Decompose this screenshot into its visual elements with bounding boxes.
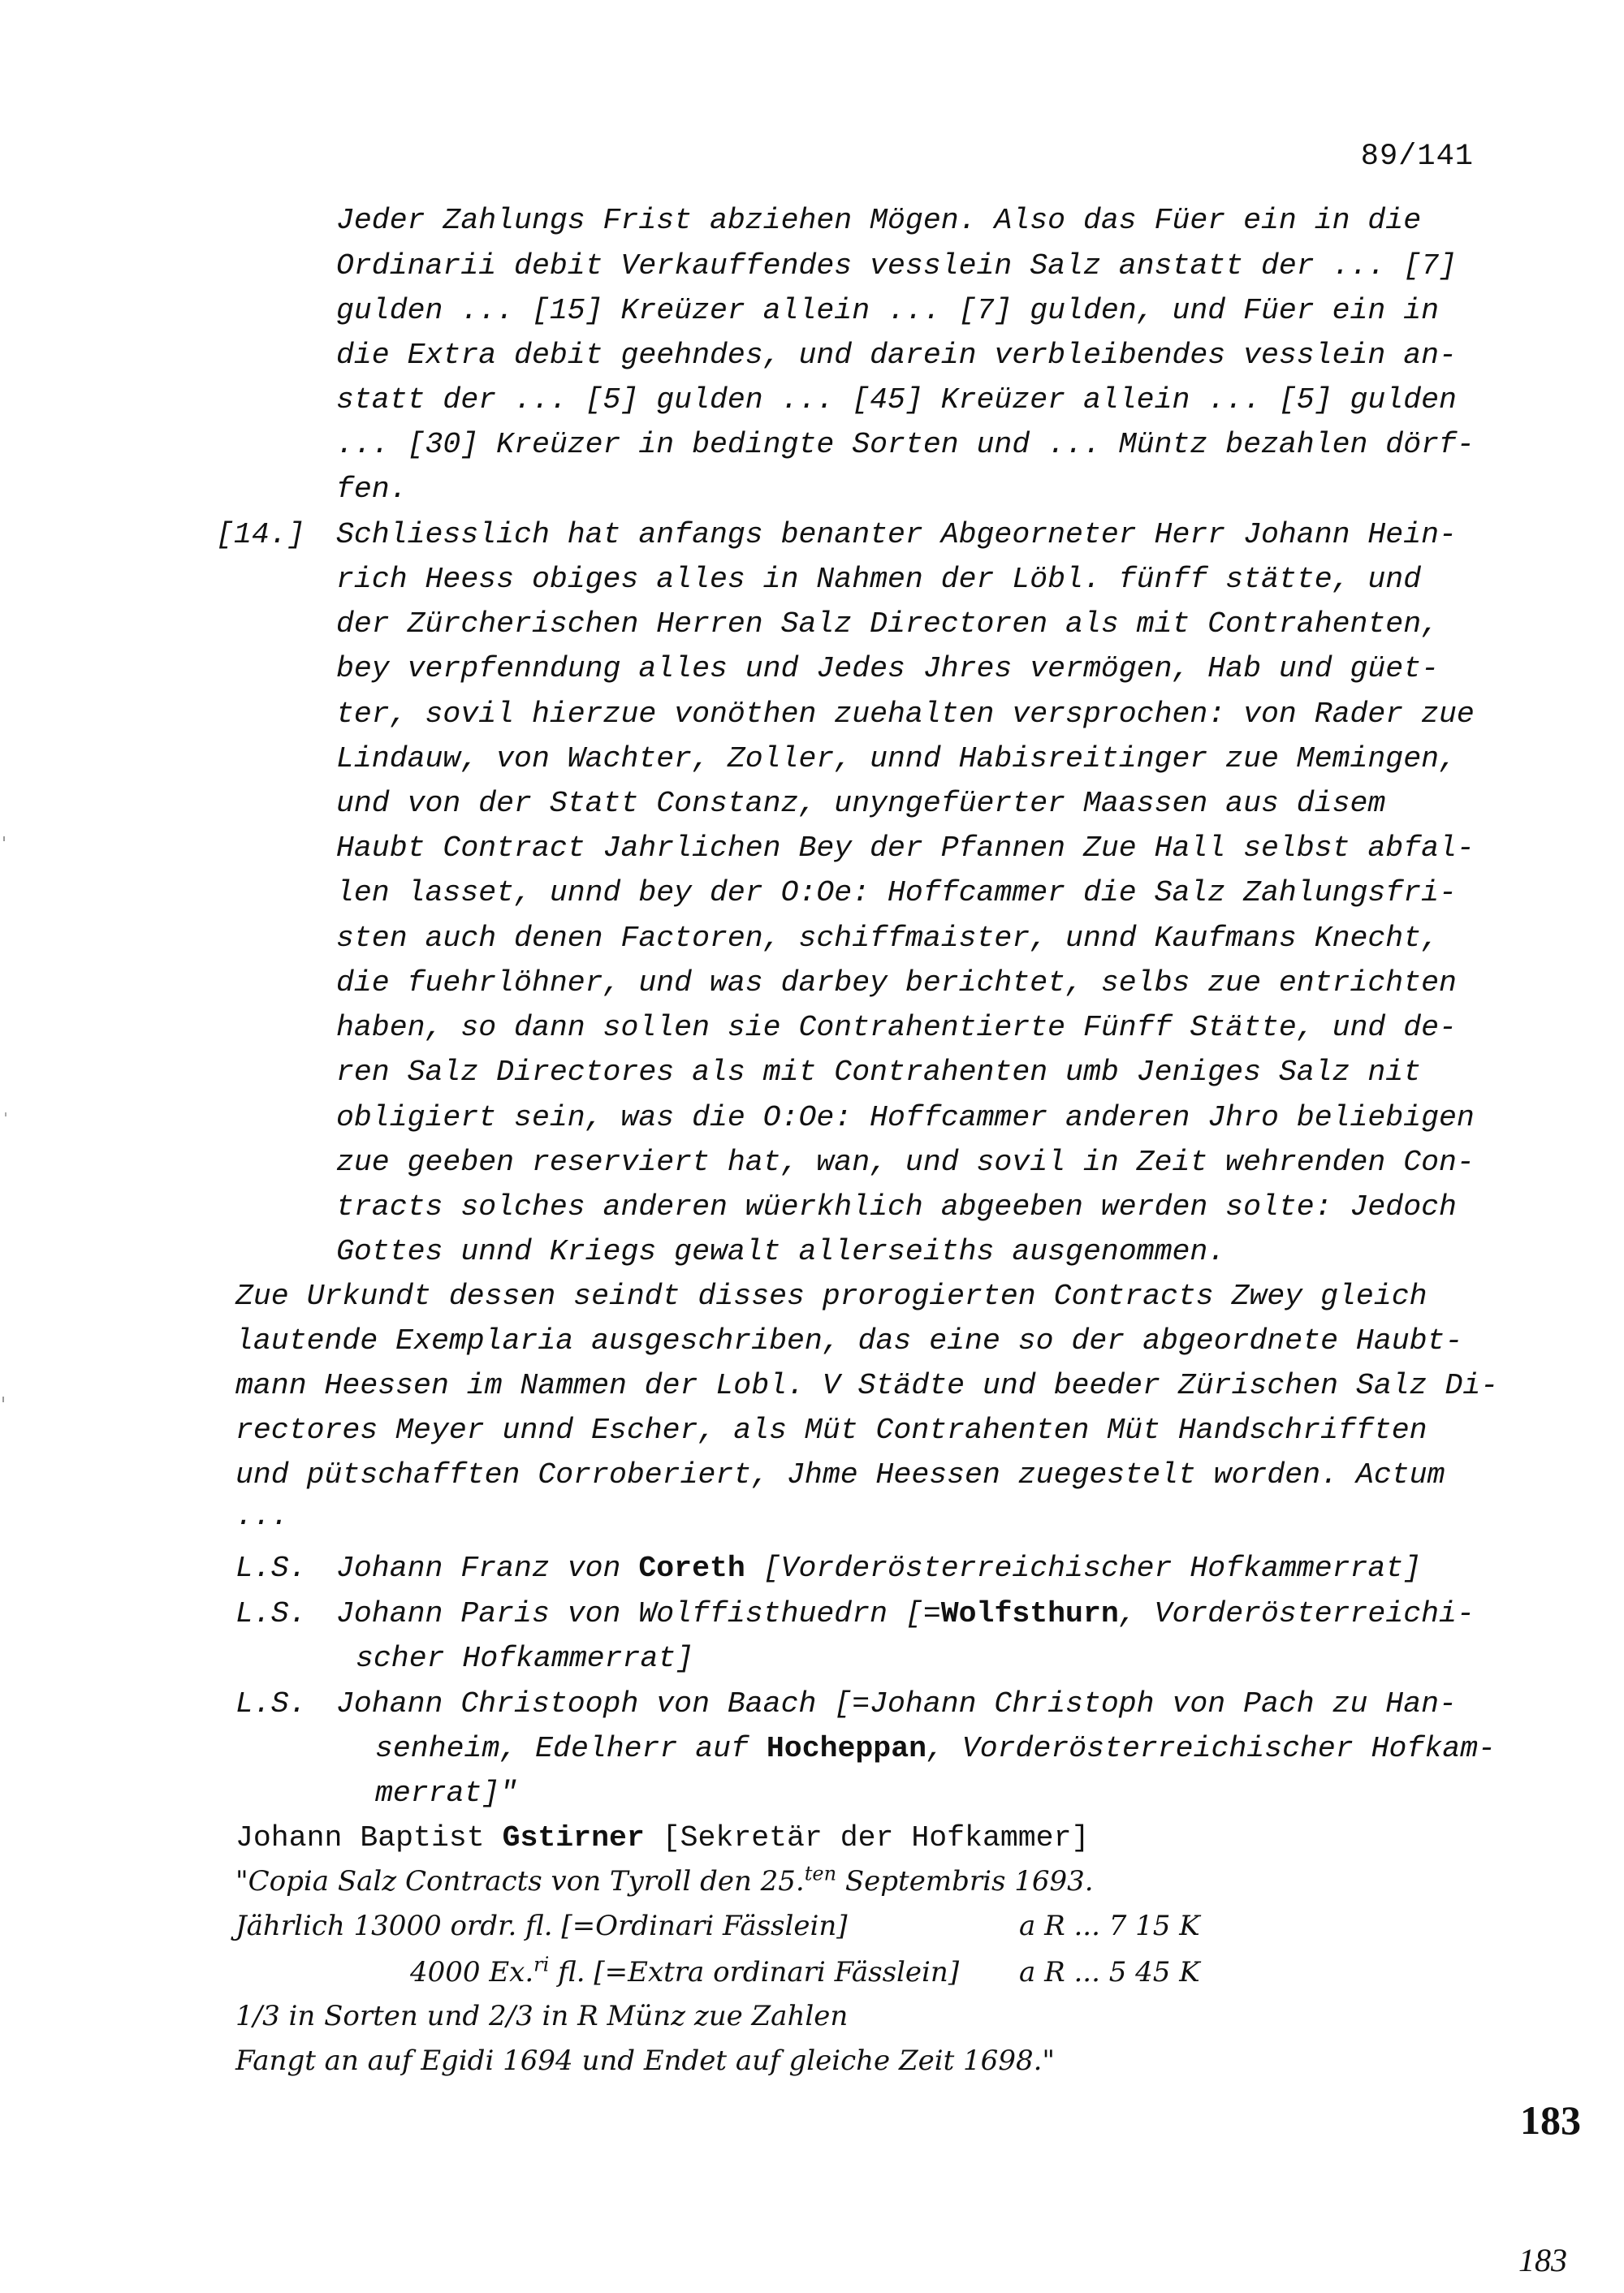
- speck: [3, 836, 5, 841]
- para14-line: bey verpfenndung alles und Jedes Jhres vermögen, Hab und güet-: [336, 652, 1440, 685]
- copy-extra: [410, 1953, 960, 1989]
- signature-coreth: [336, 1554, 1421, 1584]
- para14-line: zue geeben reserviert hat, wan, und sovil in Zeit wehrenden Con-: [336, 1146, 1475, 1179]
- closing-line: und pütschafften Corroberiert, Jhme Heessen zuegestelt worden. Actum: [235, 1458, 1445, 1492]
- copy-extra-pre: 4000 Ex.: [410, 1956, 534, 1989]
- copy-heading-sup: ten: [804, 1862, 837, 1885]
- handwritten-page-mark: 183: [1518, 2242, 1567, 2278]
- copy-term: Fangt an auf Egidi 1694 und Endet auf gleiche Zeit 1698.": [235, 2045, 1056, 2077]
- para14-line: die fuehrlöhner, und was darbey berichtet, selbs zue entrichten: [336, 966, 1457, 1000]
- copy-extra-post: fl. [=Extra ordinari Fässlein]: [549, 1956, 960, 1989]
- signature-line: Johann Christooph von Baach [=Johann Christoph von Pach zu Han-: [336, 1687, 1457, 1721]
- signature-ls: L.S.: [235, 1687, 307, 1721]
- para13-line: Ordinarii debit Verkauffendes vesslein Salz anstatt der ... [7]: [336, 249, 1457, 283]
- copy-payment: 1/3 in Sorten und 2/3 in R Münz zue Zahlen: [235, 2000, 849, 2032]
- closing-line: ...: [235, 1500, 289, 1533]
- secretary-pre: Johann Baptist: [235, 1821, 503, 1855]
- copy-ordinari-rate: a R ... 7 15 K: [1019, 1910, 1200, 1942]
- copy-heading-pre: "Copia Salz Contracts von Tyroll den 25.: [235, 1865, 805, 1898]
- para14-line: ren Salz Directores als mit Contrahenten umb Jeniges Salz nit: [336, 1056, 1422, 1089]
- sig3-post: , Vorderösterreichischer Hofkam-: [926, 1732, 1496, 1765]
- signature-ls: L.S.: [235, 1597, 307, 1630]
- para13-line: statt der ... [5] gulden ... [45] Kreüzer allein ... [5] gulden: [336, 383, 1457, 417]
- para14-line: ter, sovil hierzue vonöthen zuehalten versprochen: von Rader zue: [336, 697, 1475, 731]
- archive-page-stamp: 183: [1520, 2097, 1581, 2143]
- sig1-name: Coreth: [638, 1552, 745, 1585]
- para14-line: und von der Statt Constanz, unyngefüerter Maassen aus disem: [336, 787, 1386, 820]
- sig3-pre: senheim, Edelherr auf: [375, 1732, 767, 1765]
- sig2-name: Wolfsthurn: [940, 1597, 1119, 1630]
- sig2-pre: Johann Paris von Wolffisthuedrn [=: [336, 1597, 941, 1630]
- para13-line: gulden ... [15] Kreüzer allein ... [7] gulden, und Füer ein in: [336, 294, 1440, 327]
- sig1-post: [Vorderösterreichischer Hofkammerrat]: [745, 1552, 1422, 1585]
- copy-extra-rate: a R ... 5 45 K: [1019, 1956, 1200, 1989]
- para14-line: Lindauw, von Wachter, Zoller, unnd Habisreitinger zue Memingen,: [336, 742, 1457, 775]
- secretary-line: [235, 1821, 1090, 1855]
- para14-line: der Zürcherischen Herren Salz Directoren als mit Contrahenten,: [336, 607, 1440, 641]
- closing-line: rectores Meyer unnd Escher, als Müt Contrahenten Müt Handschrifften: [235, 1414, 1427, 1447]
- closing-line: lautende Exemplaria ausgeschriben, das eine so der abgeordnete Haubt-: [235, 1324, 1463, 1358]
- para13-line: die Extra debit geehndes, und darein verbleibendes vesslein an-: [336, 339, 1457, 372]
- para14-line: obligiert sein, was die O:Oe: Hoffcammer anderen Jhro beliebigen: [336, 1101, 1475, 1134]
- scan-specks: [0, 812, 16, 1462]
- page-number: 89/141: [1360, 140, 1474, 174]
- closing-line: Zue Urkundt dessen seindt disses prorogierten Contracts Zwey gleich: [235, 1280, 1427, 1313]
- copy-ordinari: Jährlich 13000 ordr. fl. [=Ordinari Fässlein]: [235, 1910, 848, 1942]
- para13-line: Jeder Zahlungs Frist abziehen Mögen. Also das Füer ein in die: [336, 204, 1422, 237]
- sig2-post: , Vorderösterreichi-: [1118, 1597, 1475, 1630]
- para14-line: Schliesslich hat anfangs benanter Abgeorneter Herr Johann Hein-: [336, 518, 1457, 551]
- signature-line: scher Hofkammerrat]: [356, 1642, 694, 1675]
- signature-wolfsthurn: [336, 1597, 1475, 1630]
- copy-heading-post: Septembris 1693.: [836, 1865, 1094, 1898]
- signature-line: merrat]": [375, 1777, 518, 1810]
- secretary-name: Gstirner: [502, 1821, 645, 1855]
- para14-line: Haubt Contract Jahrlichen Bey der Pfannen Zue Hall selbst abfal-: [336, 831, 1475, 865]
- secretary-post: [Sekretär der Hofkammer]: [644, 1821, 1090, 1855]
- para14-line: haben, so dann sollen sie Contrahentierte Fünff Stätte, und de-: [336, 1011, 1457, 1044]
- sig1-pre: Johann Franz von: [336, 1552, 639, 1585]
- para14-line: sten auch denen Factoren, schiffmaister, unnd Kaufmans Knecht,: [336, 922, 1440, 955]
- para13-line: ... [30] Kreüzer in bedingte Sorten und ... Müntz bezahlen dörf-: [336, 428, 1475, 461]
- copy-heading: [235, 1862, 1094, 1898]
- speck: [2, 1397, 4, 1402]
- closing-line: mann Heessen im Nammen der Lobl. V Städte und beeder Zürischen Salz Di-: [235, 1369, 1499, 1402]
- signature-hocheppan: [375, 1734, 1496, 1764]
- para13-line: fen.: [336, 473, 408, 506]
- para14-line: tracts solches anderen wüerkhlich abgeeben werden solte: Jedoch: [336, 1190, 1457, 1224]
- para14-line: len lasset, unnd bey der O:Oe: Hoffcammer die Salz Zahlungsfri-: [336, 876, 1457, 909]
- sig3-name: Hocheppan: [766, 1732, 927, 1765]
- signature-ls: L.S.: [235, 1552, 307, 1585]
- para14-line: Gottes unnd Kriegs gewalt allerseiths ausgenommen.: [336, 1235, 1226, 1268]
- copy-extra-sup: ri: [533, 1953, 550, 1976]
- para14-marker: [14.]: [216, 518, 305, 551]
- speck: [5, 1112, 6, 1116]
- para14-line: rich Heess obiges alles in Nahmen der Löbl. fünff stätte, und: [336, 563, 1422, 596]
